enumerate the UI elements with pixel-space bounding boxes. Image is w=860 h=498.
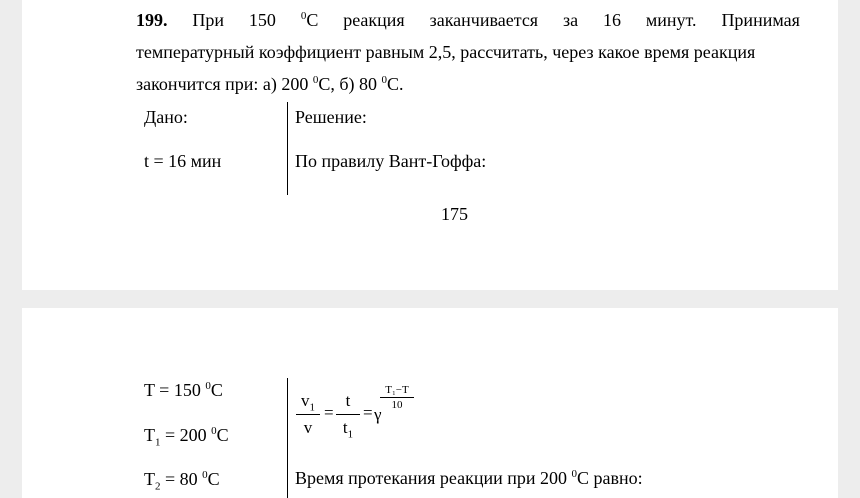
solution-header: Решение: [295, 107, 367, 127]
given-header: Дано: [144, 107, 188, 127]
word: за [562, 10, 579, 30]
given-time: t = 16 мин [144, 151, 222, 171]
problem-line-2 [136, 42, 800, 63]
equals-sign: = [363, 403, 373, 422]
time-statement: Время протекания реакции при 200 $^0$С равно: [295, 468, 643, 488]
fraction-v1-v [296, 391, 320, 441]
exponent-fraction [380, 382, 414, 412]
fraction-bar [380, 397, 414, 398]
word: Принимая [721, 10, 800, 30]
given-T1: $T_1 = 200$ $^0$C [144, 425, 229, 449]
gamma-symbol: γ [374, 405, 382, 424]
problem-number: 199. [136, 10, 168, 30]
word: При [192, 10, 225, 30]
problem-line-1 [136, 10, 800, 31]
given-T: T = 150 $^0$C [144, 380, 223, 400]
page-upper [22, 0, 838, 290]
given-T2: $T_2 = 80$ $^0$C [144, 469, 220, 493]
word: минут. [645, 10, 697, 30]
word: 16 [602, 10, 621, 30]
problem-text: С, б) 80 [318, 74, 378, 94]
denominator: $t_1$ [342, 418, 354, 441]
table-divider [287, 378, 288, 498]
vant-hoff-rule: По правилу Вант-Гоффа: [295, 151, 487, 171]
fraction-t-t1 [336, 391, 360, 441]
page-number: 175 [441, 204, 468, 224]
problem-line-3 [136, 74, 800, 95]
problem-text: закончится при: а) 200 [136, 74, 309, 94]
equals-sign: = [324, 403, 334, 422]
denominator: v [303, 418, 313, 437]
exponent-denominator: 10 [391, 399, 403, 411]
table-divider [287, 102, 288, 195]
word: реакция [343, 10, 405, 30]
word: 150 [248, 10, 276, 30]
page-lower [22, 308, 838, 498]
fraction-bar [296, 414, 320, 415]
degree-sup: 0 [381, 74, 388, 86]
numerator: t [345, 391, 351, 410]
fraction-bar [336, 414, 360, 415]
word: заканчивается [429, 10, 539, 30]
word: $^0$C [300, 10, 319, 30]
problem-text: С. [387, 74, 404, 94]
exponent-numerator: T₁−T [385, 384, 409, 396]
numerator: $v_1$ [301, 391, 315, 414]
problem-text: температурный коэффициент равным 2,5, рассчитать, через какое время реакция [136, 42, 756, 62]
degree-sup: 0 [312, 74, 319, 86]
